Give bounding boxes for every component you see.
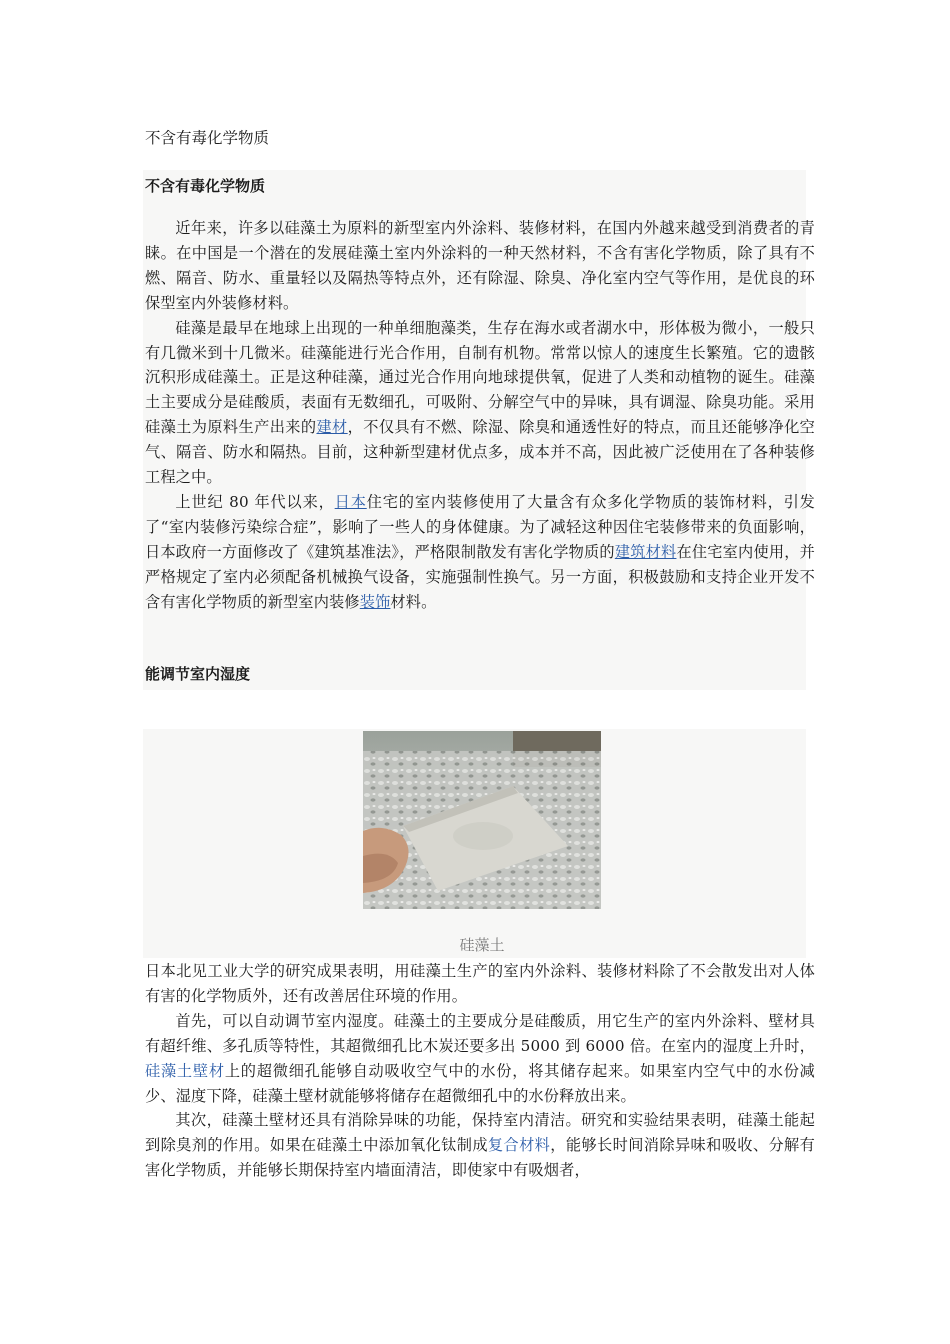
link-construction-materials[interactable]: 建筑材料: [614, 542, 677, 561]
image-caption: 硅藻土: [459, 936, 505, 954]
diatomite-photo: [363, 731, 601, 909]
link-japan[interactable]: 日本: [334, 492, 367, 511]
paragraph-text: 上的超微细孔能够自动吸收空气中的水份，将其储存起来。如果室内空气中的水份减少、湿度下降，硅藻土壁材就能够将储存在超微细孔中的水份释放出来。: [145, 1061, 815, 1105]
paragraph-intro: 近年来，许多以硅藻土为原料的新型室内外涂料、装修材料，在国内外越来越受到消费者的青睐。在中国是一个潜在的发展硅藻土室内外涂料的一种天然材料，不含有害化学物质，除了具有不燃、隔音、防水、重量轻以及隔热等特点外，还有除湿、除臭、净化室内空气等作用，是优良的环保型室内外装修材料。: [145, 219, 815, 312]
link-composite-material[interactable]: 复合材料: [487, 1136, 551, 1155]
article-body-top: [145, 216, 815, 615]
paragraph-text: 在住宅室内使用，并严格规定了室内必须配备机械换气设备，实施强制性换气。另一方面，积极鼓励和支持企业开发不含有害化学物质的新型室内装修: [145, 542, 815, 611]
article-body-bottom: [145, 959, 815, 1183]
link-building-material[interactable]: 建材: [316, 418, 348, 437]
paragraph-text: 首先，可以自动调节室内湿度。硅藻土的主要成分是硅酸质，用它生产的室内外涂料、壁材具有超纤维、多孔质等特性，其超微细孔比木炭还要多出 5000 到 6000 倍。在室内的湿度上升时，: [145, 1011, 815, 1055]
paragraph-text: 其次，硅藻土壁材还具有消除异味的功能，保持室内清洁。研究和实验结果表明，硅藻土能起到除臭剂的作用。如果在硅藻土中添加氧化钛制成: [145, 1111, 815, 1155]
section-heading-humidity: 能调节室内湿度: [145, 665, 251, 683]
paragraph-text: ，不仅具有不燃、除湿、除臭和通透性好的特点，而且还能够净化空气、隔音、防水和隔热。目前，这种新型建材优点多，成本并不高，因此被广泛使用在了各种装修工程之中。: [145, 418, 816, 487]
paragraph-odor: [145, 1108, 815, 1183]
document-title: 不含有毒化学物质: [145, 129, 270, 147]
link-decoration[interactable]: 装饰: [359, 592, 391, 611]
paragraph-diatom: [145, 316, 815, 490]
paragraph-text: 材料。: [390, 592, 437, 611]
paragraph-research: 日本北见工业大学的研究成果表明，用硅藻土生产的室内外涂料、装修材料除了不会散发出对人体有害的化学物质外，还有改善居住环境的作用。: [145, 962, 815, 1005]
link-diatomite-wall[interactable]: 硅藻土壁材: [145, 1061, 225, 1080]
paragraph-text: 住宅的室内装修使用了大量含有众多化学物质的装饰材料，引发了“室内装修污染综合症”，影响了一些人的身体健康。为了减轻这种因住宅装修带来的负面影响，日本政府一方面修改了《建筑基准法》，严格限制散发有害化学物质的: [145, 492, 816, 561]
paragraph-japan: [145, 490, 815, 615]
paragraph-text: 硅藻是最早在地球上出现的一种单细胞藻类，生存在海水或者湖水中，形体极为微小，一般只有几微米到十几微米。硅藻能进行光合作用，自制有机物。常常以惊人的速度生长繁殖。它的遗骸沉积形成硅藻土。正是这种硅藻，通过光合作用向地球提供氧，促进了人类和动植物的诞生。硅藻土主要成分是硅酸质，表面有无数细孔，可吸附、分解空气中的异味，具有调湿、除臭功能。采用硅藻土为原料生产出来的: [145, 318, 815, 437]
paragraph-humidity: [145, 1009, 815, 1109]
section-heading-no-toxic: 不含有毒化学物质: [145, 177, 266, 195]
paragraph-text: 上世纪 80 年代以来，: [175, 492, 335, 511]
paragraph-text: ，能够长时间消除异味和吸收、分解有害化学物质，并能够长期保持室内墙面清洁，即使家中有吸烟者，: [145, 1136, 815, 1180]
